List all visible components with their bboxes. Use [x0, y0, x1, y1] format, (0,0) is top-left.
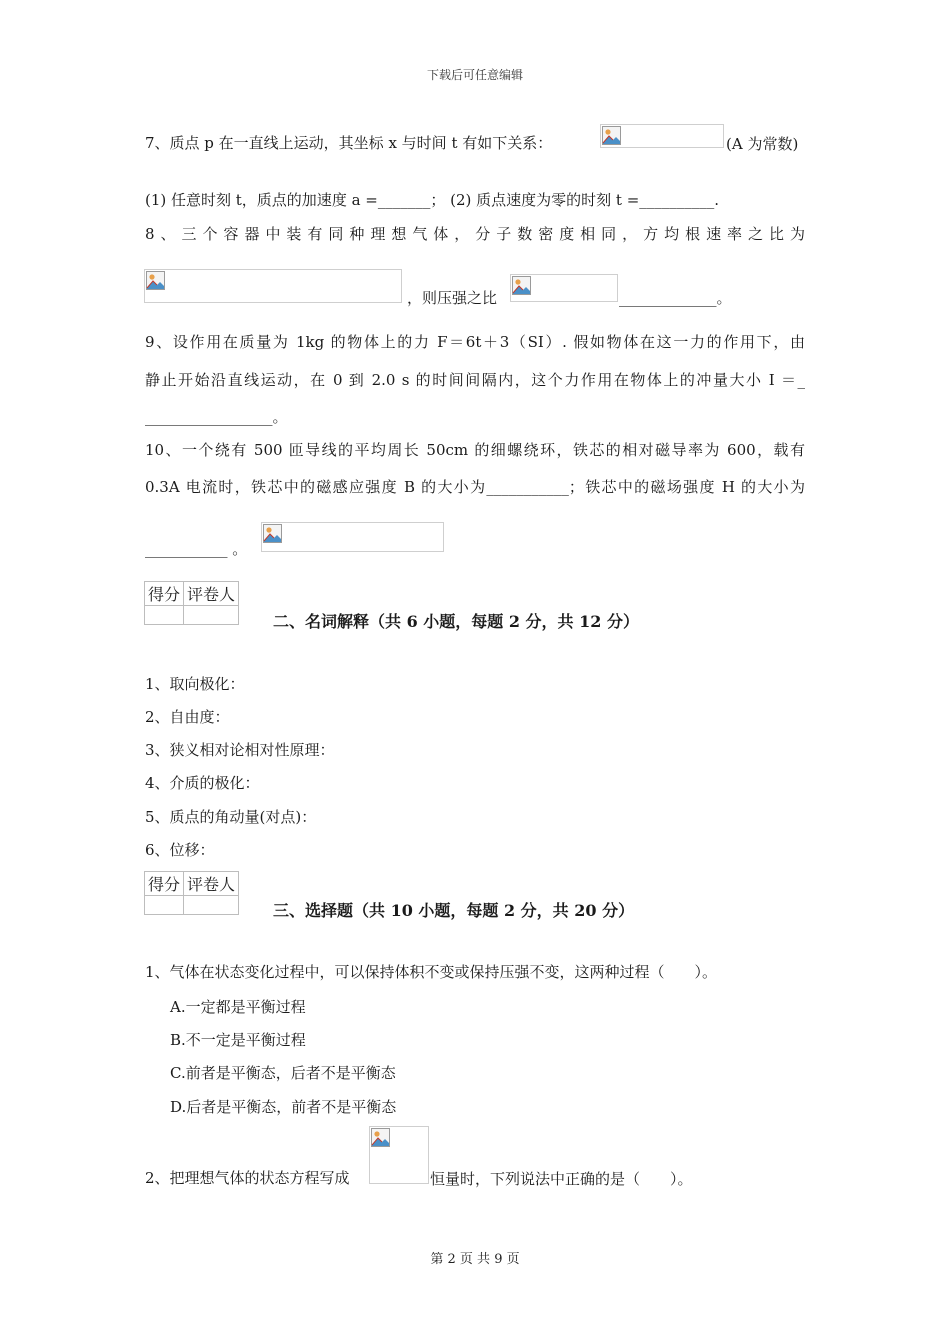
term-item: 3、狭义相对论相对性原理：	[145, 741, 335, 759]
question-9-line1: 9、设作用在质量为 1kg 的物体上的力 F＝6t＋3（SI）. 假如物体在这一力的作用下，由	[145, 333, 805, 351]
choice-option-c: C.前者是平衡态，后者不是平衡态	[170, 1064, 396, 1082]
question-7-tail: (A 为常数)	[726, 135, 799, 153]
section-2-title: 二、名词解释（共 6 小题，每题 2 分，共 12 分）	[273, 612, 639, 631]
formula-image-q2	[369, 1126, 429, 1184]
question-7-lead: 7、质点 p 在一直线上运动，其坐标 x 与时间 t 有如下关系：	[145, 134, 553, 152]
formula-image-q8-pressure	[510, 274, 618, 302]
question-10-line3: ___________ 。	[145, 540, 248, 558]
choice-question-2-tail: 恒量时，下列说法中正确的是（ ）。	[430, 1170, 693, 1188]
question-7-subparts: (1) 任意时刻 t，质点的加速度 a =_______； (2) 质点速度为零的时刻 t =__________.	[145, 191, 720, 209]
choice-question-1-stem: 1、气体在状态变化过程中，可以保持体积不变或保持压强不变，这两种过程（ ）。	[145, 963, 718, 981]
question-10-line2: 0.3A 电流时，铁芯中的磁感应强度 B 的大小为___________；铁芯中的磁场强度 H 的大小为	[145, 478, 805, 496]
broken-image-icon	[512, 276, 532, 296]
term-item: 5、质点的角动量(对点)：	[145, 808, 317, 826]
score-label: 得分	[145, 872, 184, 896]
grader-label: 评卷人	[184, 582, 239, 606]
term-item: 6、位移：	[145, 841, 215, 859]
term-item: 4、介质的极化：	[145, 774, 260, 792]
score-cell	[145, 896, 184, 915]
broken-image-icon	[263, 524, 283, 544]
question-9-line3: _________________。	[145, 408, 288, 426]
broken-image-icon	[602, 126, 622, 146]
choice-question-2-lead: 2、把理想气体的状态方程写成	[145, 1169, 350, 1187]
broken-image-icon	[371, 1128, 391, 1148]
question-8-mid: ，则压强之比	[407, 289, 498, 307]
page-header: 下载后可任意编辑	[426, 68, 523, 82]
score-table-section-2	[144, 581, 239, 625]
formula-image-q8-ratio	[144, 269, 402, 303]
grader-cell	[184, 606, 239, 625]
choice-option-b: B.不一定是平衡过程	[170, 1031, 306, 1049]
question-9-line2: 静止开始沿直线运动，在 0 到 2.0 s 的时间间隔内，这个力作用在物体上的冲量大小 I ＝_	[145, 371, 805, 389]
question-10-line1: 10、一个绕有 500 匝导线的平均周长 50cm 的细螺绕环，铁芯的相对磁导率为 600，载有	[145, 441, 805, 459]
page-footer: 第 2 页 共 9 页	[430, 1252, 520, 1267]
grader-label: 评卷人	[184, 872, 239, 896]
choice-option-a: A.一定都是平衡过程	[170, 998, 306, 1016]
formula-image-q7	[600, 124, 724, 148]
formula-image-q10	[261, 522, 444, 552]
score-label: 得分	[145, 582, 184, 606]
term-item: 2、自由度：	[145, 708, 230, 726]
score-table-section-3	[144, 871, 239, 915]
broken-image-icon	[146, 271, 166, 291]
score-cell	[145, 606, 184, 625]
question-8-line1: 8、三个容器中装有同种理想气体，分子数密度相同，方均根速率之比为	[145, 225, 805, 243]
question-8-blank: _____________。	[619, 289, 732, 307]
section-3-title: 三、选择题（共 10 小题，每题 2 分，共 20 分）	[273, 901, 635, 920]
term-item: 1、取向极化：	[145, 675, 245, 693]
grader-cell	[184, 896, 239, 915]
choice-option-d: D.后者是平衡态，前者不是平衡态	[170, 1098, 397, 1116]
